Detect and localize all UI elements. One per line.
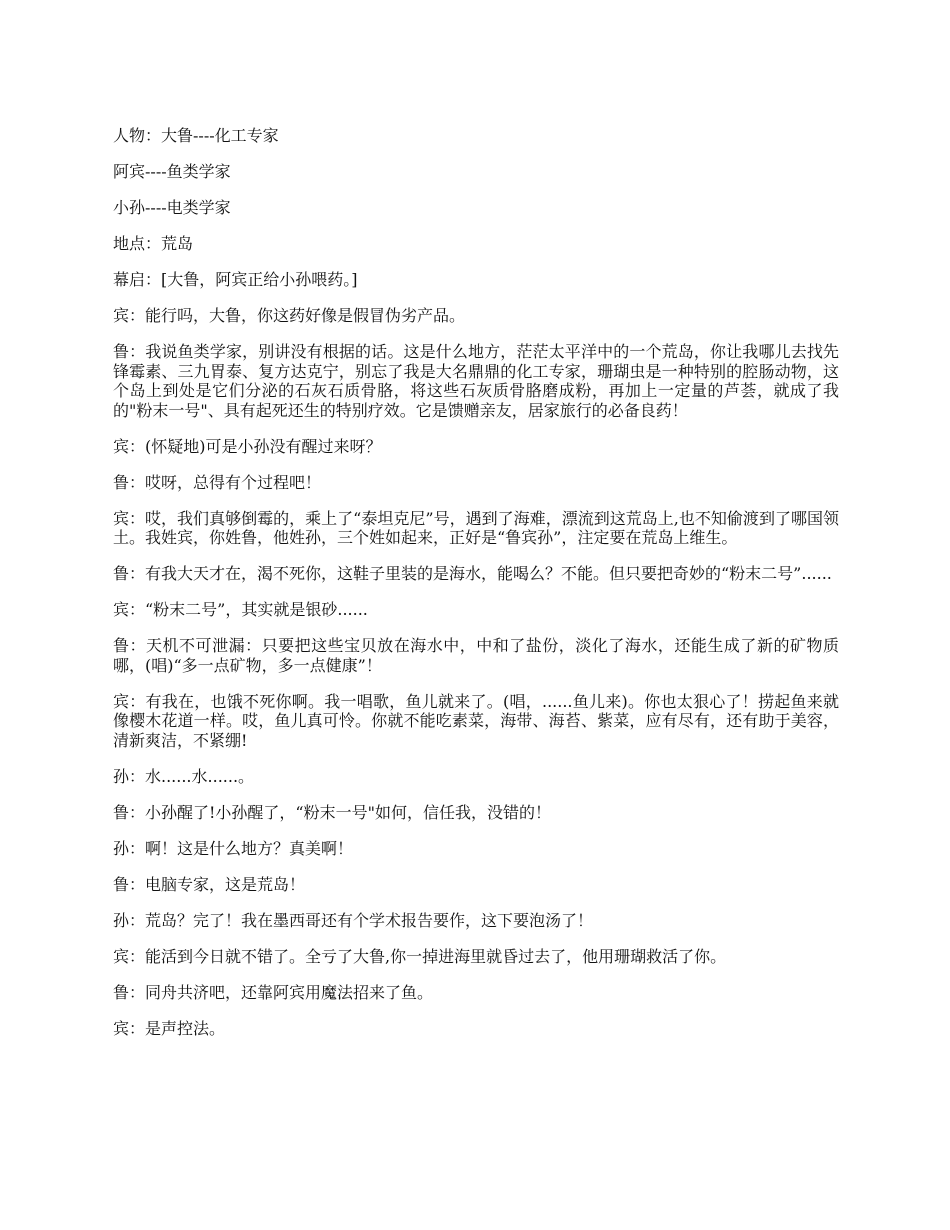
dialogue-line: 鲁：小孙醒了!小孙醒了，“粉末一号"如何，信任我，没错的！	[113, 802, 551, 822]
dialogue-line: 宾：是声控法。	[113, 1018, 226, 1038]
dialogue-line: 宾：能活到今日就不错了。全亏了大鲁,你一掉进海里就昏过去了，他用珊瑚救活了你。	[113, 946, 727, 966]
dialogue-line: 鲁：天机不可泄漏：只要把这些宝贝放在海水中，中和了盐份，淡化了海水，还能生成了新的矿物质哪，(唱)“多一点矿物，多一点健康”！	[113, 636, 839, 675]
dialogue-line: 宾：哎，我们真够倒霉的，乘上了“泰坦克尼”号，遇到了海难，漂流到这荒岛上,也不知偷渡到了哪国领土。我姓宾，你姓鲁，他姓孙，三个姓如起来，正好是“鲁宾孙”，注定要在荒岛上维生。	[113, 508, 839, 547]
document-body	[113, 126, 839, 1055]
cast-line-abin: 阿宾----鱼类学家	[113, 162, 231, 181]
dialogue-line: 孙：水......水......。	[113, 766, 255, 786]
dialogue-line: 鲁：电脑专家，这是荒岛！	[113, 874, 306, 894]
dialogue-line: 宾：能行吗，大鲁，你这药好像是假冒伪劣产品。	[113, 306, 466, 325]
dialogue-line: 鲁：我说鱼类学家，别讲没有根据的话。这是什么地方，茫茫太平洋中的一个荒岛，你让我哪儿去找先锋霉素、三九胃泰、复方达克宁，别忘了我是大名鼎鼎的化工专家，珊瑚虫是一种特别的腔肠动物，这个岛上到处是它们分泌的石灰石质骨胳，将这些石灰质骨胳磨成粉，再加上一定量的芦荟，就成了我的"粉末一号"、具有起死还生的特别疗效。它是馈赠亲友，居家旅行的必备良药！	[113, 342, 839, 420]
dialogue-line: 孙：荒岛？完了！我在墨西哥还有个学术报告要作，这下要泡汤了！	[113, 910, 594, 930]
cast-line-xiaosun: 小孙----电类学家	[113, 198, 231, 217]
dialogue-line: 鲁：有我大天才在，渴不死你，这鞋子里装的是海水，能喝么？不能。但只要把奇妙的“粉末二号”......	[113, 564, 832, 583]
dialogue-line: 宾：(怀疑地)可是小孙没有醒过来呀？	[113, 436, 382, 456]
dialogue-line: 鲁：同舟共济吧，还靠阿宾用魔法招来了鱼。	[113, 982, 434, 1002]
dialogue-line: 孙：啊！这是什么地方？真美啊！	[113, 838, 354, 858]
dialogue-line: 宾：“粉末二号”，其实就是银砂......	[113, 600, 368, 619]
dialogue-line: 宾：有我在，也饿不死你啊。我一唱歌，鱼儿就来了。(唱，......鱼儿来)。你也太狠心了！捞起鱼来就像樱木花道一样。哎，鱼儿真可怜。你就不能吃素菜，海带、海苔、紫菜，应有尽有，还有助于美容，清新爽洁，不紧绷!	[113, 691, 839, 750]
dialogue-line: 鲁：哎呀，总得有个过程吧！	[113, 472, 322, 492]
cast-line-dalu: 人物：大鲁----化工专家	[113, 126, 279, 145]
stage-direction: 幕启：[大鲁，阿宾正给小孙喂药。]	[113, 270, 358, 289]
setting-location: 地点：荒岛	[113, 234, 194, 253]
